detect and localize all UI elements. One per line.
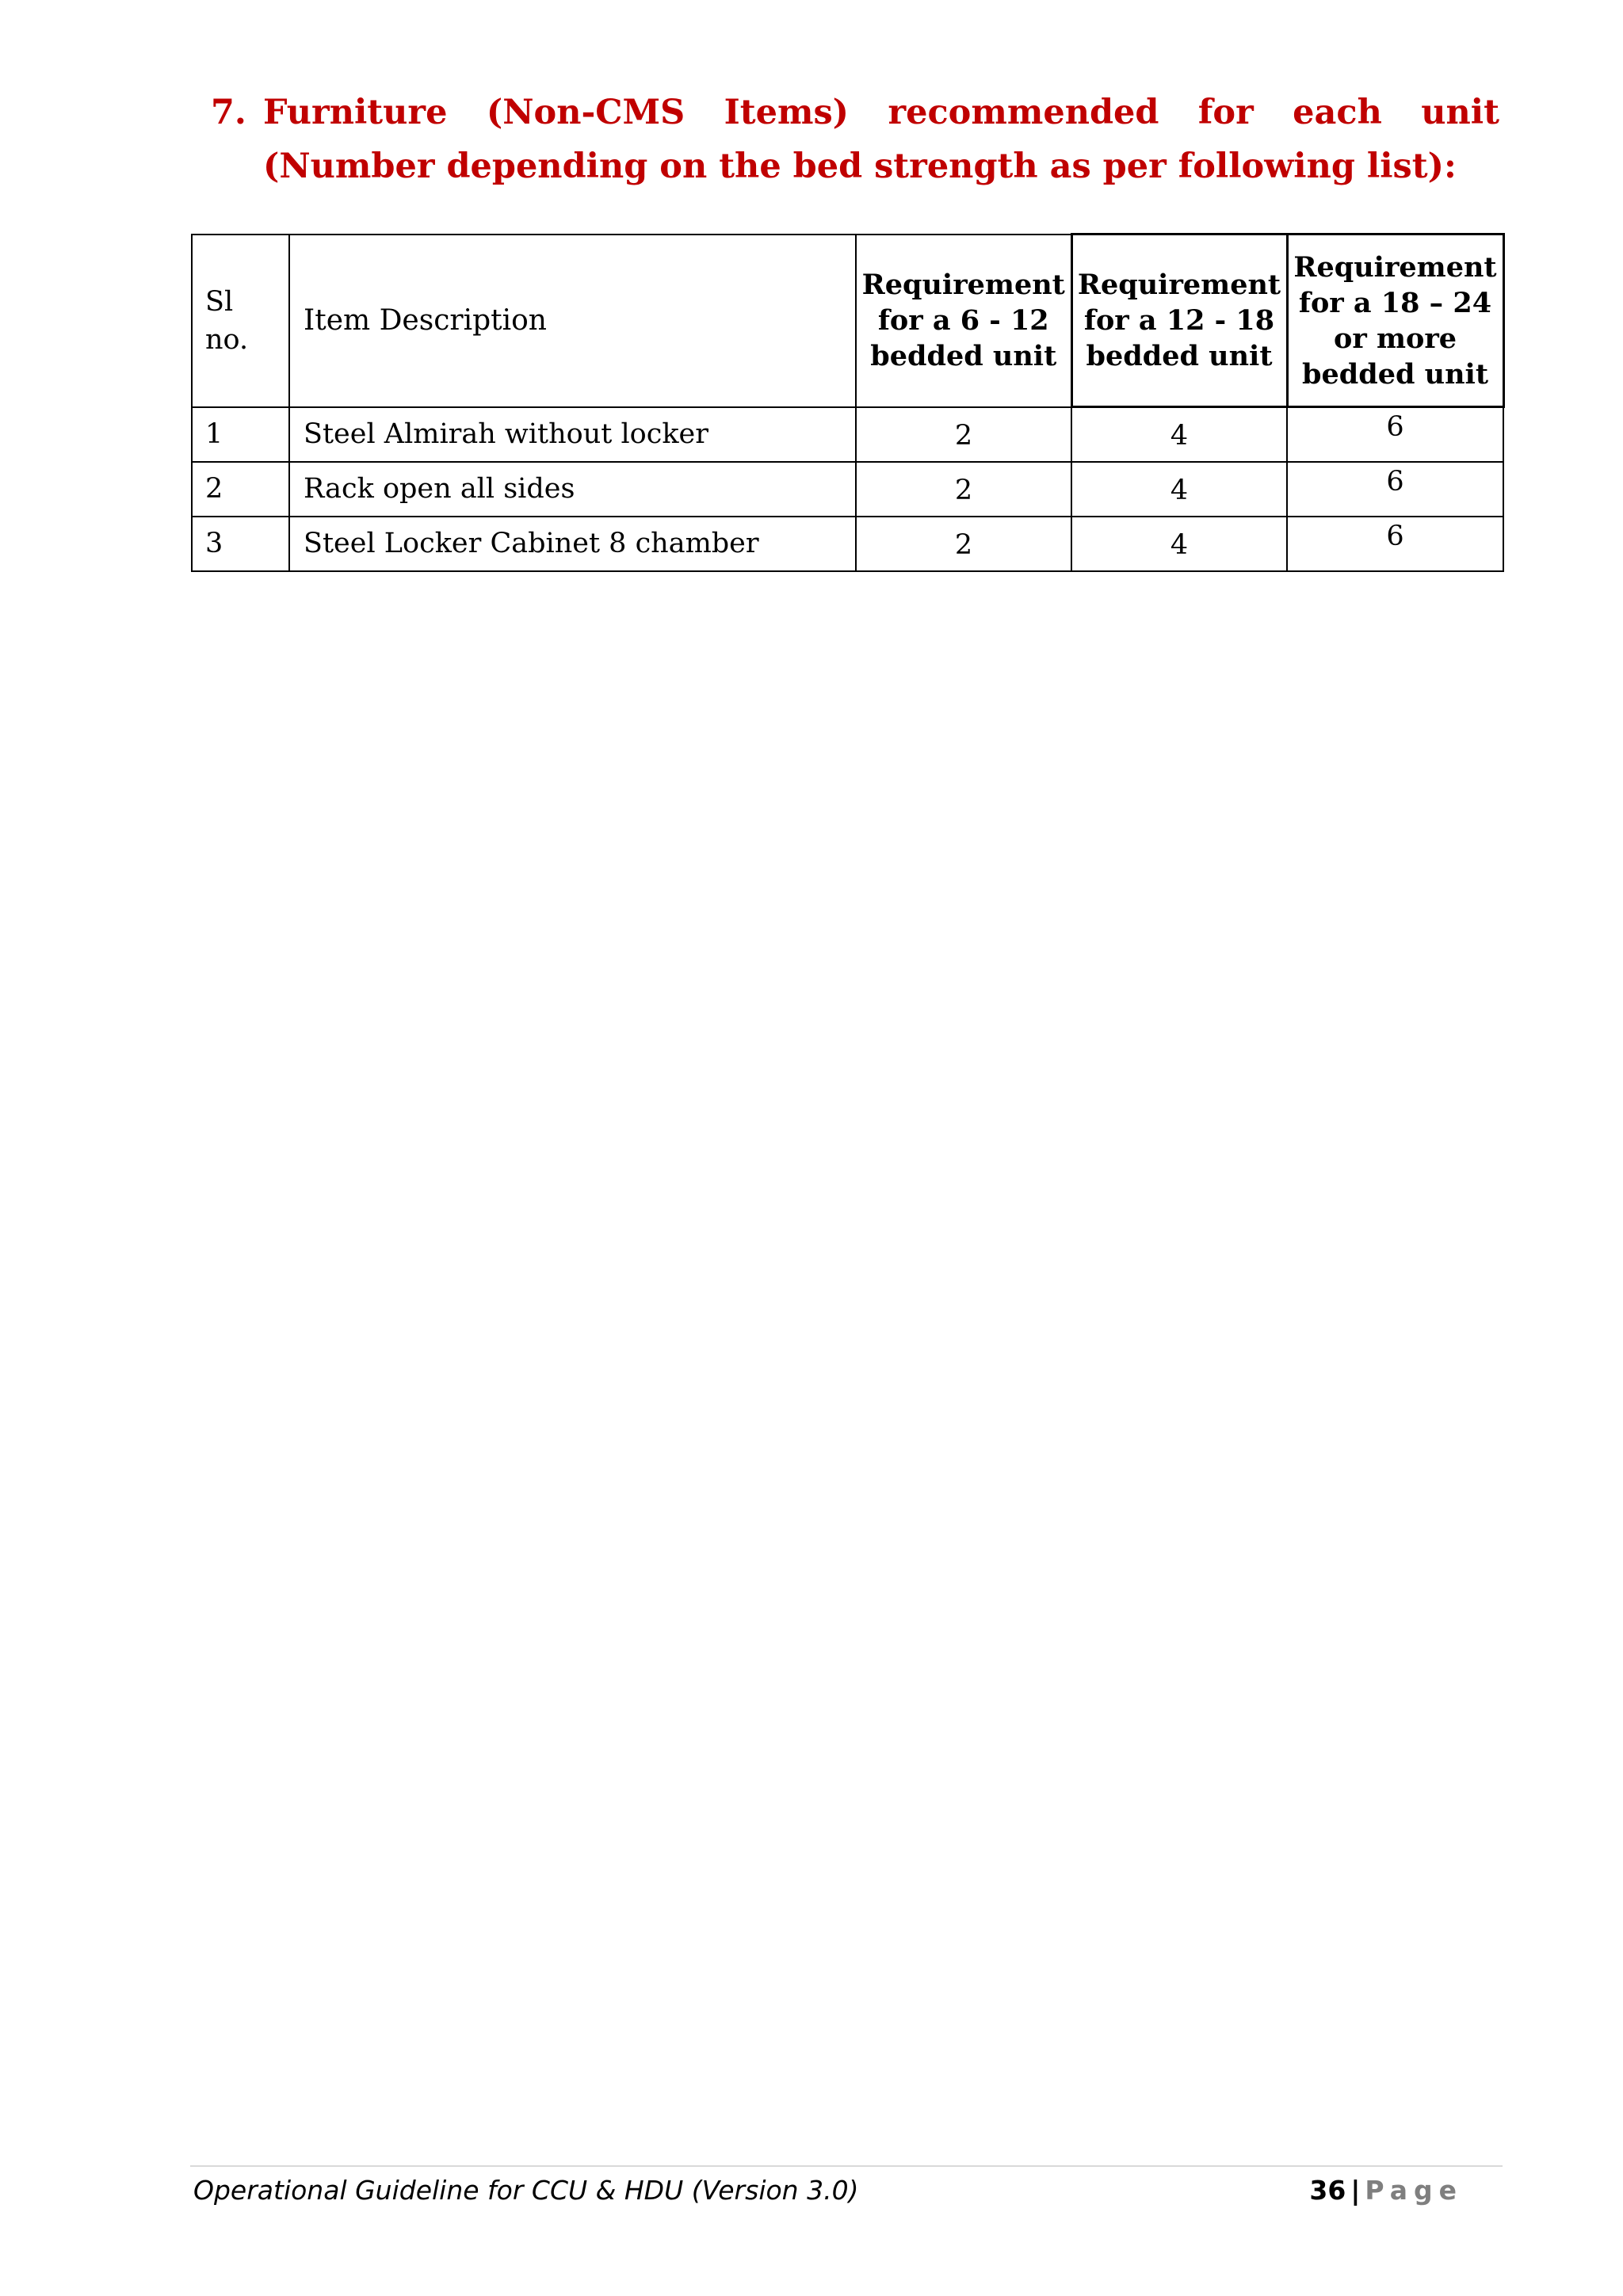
header-item-description: Item Description	[289, 235, 856, 407]
row-sl-no: 2	[192, 462, 289, 517]
header-req-6-12: Requirement for a 6 - 12 bedded unit	[856, 235, 1071, 407]
row-req-18-24: 6	[1287, 517, 1503, 571]
section-number: 7.	[211, 93, 246, 132]
table-row	[192, 462, 1503, 517]
header-req-12-18: Requirement for a 12 - 18 bedded unit	[1071, 235, 1287, 407]
header-req-18-24: Requirement for a 18 – 24 or more bedded unit	[1287, 235, 1503, 407]
footer-divider	[190, 2165, 1503, 2167]
row-item-description: Steel Locker Cabinet 8 chamber	[289, 517, 856, 571]
furniture-requirements-table	[191, 233, 1505, 572]
row-req-12-18: 4	[1071, 462, 1287, 517]
row-req-18-24: 6	[1287, 407, 1503, 462]
row-req-6-12: 2	[856, 517, 1071, 571]
page-label: Page	[1365, 2175, 1463, 2206]
section-heading	[211, 86, 1499, 193]
row-req-12-18: 4	[1071, 407, 1287, 462]
row-sl-no: 1	[192, 407, 289, 462]
footer-page-indicator	[1309, 2173, 1463, 2208]
row-req-6-12: 2	[856, 407, 1071, 462]
row-req-18-24: 6	[1287, 462, 1503, 517]
row-req-6-12: 2	[856, 462, 1071, 517]
header-sl-no: Sl no.	[192, 235, 289, 407]
section-title: Furniture (Non-CMS Items) recommended for each unit (Number depending on the bed strength as per following list):	[263, 93, 1499, 186]
page-number: 36	[1309, 2175, 1346, 2206]
table-row	[192, 407, 1503, 462]
page-separator: |	[1350, 2175, 1361, 2206]
table-header-row	[192, 235, 1503, 407]
row-item-description: Steel Almirah without locker	[289, 407, 856, 462]
row-req-12-18: 4	[1071, 517, 1287, 571]
footer-document-title: Operational Guideline for CCU & HDU (Version 3.0)	[193, 2175, 859, 2206]
table-row	[192, 517, 1503, 571]
row-item-description: Rack open all sides	[289, 462, 856, 517]
row-sl-no: 3	[192, 517, 289, 571]
